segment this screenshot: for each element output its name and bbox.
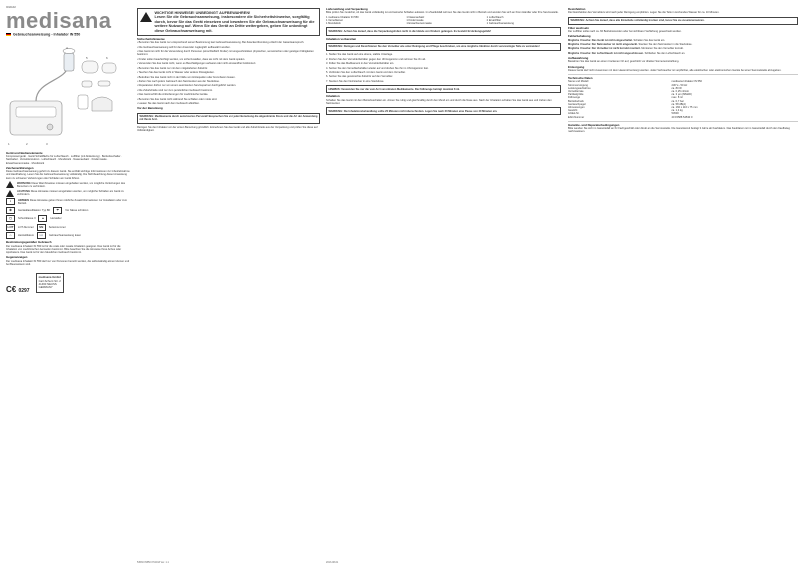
- device-part: Betriebsschalter: [101, 155, 121, 159]
- symbol-label: Schutzklasse II: [18, 217, 36, 221]
- step-text: Stecken Sie den Netzstecker in eine Steckdose.: [328, 79, 385, 83]
- prepare-warning: [326, 43, 561, 51]
- symbol-row-note: [6, 198, 132, 205]
- tech-key: Betriebsdruck: [568, 99, 584, 103]
- svg-text:4: 4: [66, 45, 68, 50]
- step-text: Setzen Sie den Verneblerbehälter wieder auf und drehen Sie ihn im Uhrzeigersinn fest.: [328, 66, 429, 70]
- svg-text:1: 1: [8, 141, 10, 146]
- disinfect-text: Die Desinfektion des Verneblers wird nach jeder Reinigung empfohlen. Legen Sie die Teile in kochendes Wasser für ca. 10 Minuten.: [568, 11, 720, 15]
- delivery-heading: Lieferumfang und Verpackung: [326, 7, 368, 11]
- safety-item: • Reparaturen dürfen nur von einem autorisierten Servicepartner durchgeführt werden.: [137, 84, 320, 87]
- column-1: [6, 6, 132, 561]
- step-text: Drehen Sie den Verneblerbehälter gegen den Uhrzeigersinn und nehmen Sie ihn ab.: [328, 57, 426, 61]
- svg-text:5: 5: [86, 55, 88, 60]
- safety-item: • Tauchen Sie das Gerät nicht in Wasser oder andere Flüssigkeiten.: [137, 71, 320, 74]
- important-notice-title: WICHTIGE HINWEISE! UNBEDINGT AUFBEWAHREN!: [154, 10, 251, 15]
- document-title: [6, 33, 132, 37]
- symbol-text: Gebrauchsanweisung lesen: [49, 234, 82, 238]
- step-item: 3. Füllen Sie das Medikament in den Verneblerbehälter ein.: [326, 62, 395, 66]
- symbol-text: Hersteller: [50, 217, 62, 221]
- before-use-warning: [137, 113, 320, 125]
- note-icon: i: [6, 198, 15, 205]
- tech-key: Name und Modell: [568, 80, 589, 84]
- imprint-street: Carl-Schurz-Str. 2: [38, 278, 61, 283]
- column-2: [137, 6, 320, 561]
- delivery-list: [326, 16, 561, 26]
- symbol-label: Herstelldatum: [18, 234, 35, 238]
- symbol-row-type-bf: [6, 207, 132, 214]
- device-part: Kompressorgerät: [6, 155, 26, 159]
- fault-problem: Mögliche Ursache: Das Gerät ist nicht eingeschaltet.: [568, 38, 633, 42]
- safety-item: • Lassen Sie das Gerät nach dem Gebrauch abkühlen.: [137, 102, 320, 105]
- fault-row: [568, 52, 798, 55]
- warning-triangle-icon: [6, 181, 14, 188]
- tech-value: max. 8 ml: [671, 96, 683, 100]
- footer-right: 2013-08-01: [326, 561, 339, 564]
- step-text: Stellen Sie das Gerät auf eine ebene, stabile Unterlage.: [328, 53, 393, 57]
- tech-value: ca. 0,25 ml/min: [671, 89, 690, 93]
- symbol-label: ACHTUNG: [17, 190, 30, 194]
- note-box-text: HINWEIS: Verwenden Sie nur die vom Arzt verordneten Medikamente. Die Füllmenge beträgt maximal 8 ml.: [328, 87, 460, 91]
- step-item: 1. Stellen Sie das Gerät auf eine ebene, stabile Unterlage.: [326, 53, 393, 57]
- contraindications-text: Der medisana Inhalator IN 550 darf nur von Personen benutzt werden, die selbstständig atmen können und bei Bewusstsein sind.: [6, 259, 130, 266]
- important-notice-inner: [140, 11, 318, 34]
- ce-number: 0297: [18, 287, 30, 294]
- manufacturer-icon: ▲: [38, 215, 47, 222]
- delivery-item: 1 Mundstück: [326, 22, 341, 26]
- delivery-item: 2 Ersatzfilter: [486, 18, 502, 22]
- step-item: 6. Setzen Sie das gewünschte Zubehör auf den Vernebler.: [326, 75, 394, 79]
- device-part: Nasenaufsatz: [73, 158, 90, 162]
- troubleshooting-heading: Fehlerbehebung: [568, 34, 591, 39]
- column-3: [326, 6, 561, 561]
- inhalation-heading: Inhalation: [326, 94, 340, 99]
- warranty-text: Bitte wenden Sie sich im Garantiefall an Ihr Fachgeschäft oder direkt an die Servicestelle. Die Garantiezeit beträgt 3 Jahre ab Kaufdatum. Das Kaufdatum ist im Garantiefall durch den Kaufbeleg nachzuweisen.: [568, 127, 790, 134]
- divider: [568, 121, 798, 122]
- important-notice-box: [137, 8, 320, 36]
- packaging-warning: [326, 27, 561, 35]
- legend-heading: Zeichenerklärungen: [6, 165, 34, 170]
- tech-heading: Technische Daten: [568, 76, 593, 81]
- symbol-row-date: [6, 232, 132, 239]
- intended-use-heading: Bestimmungsgemäßer Gebrauch: [6, 240, 52, 245]
- imprint-company: medisana GmbH: [38, 275, 61, 280]
- fault-row: [568, 39, 798, 42]
- inhaler-drawing: [6, 41, 126, 149]
- ce-mark: C€ 0297: [6, 284, 30, 294]
- inhalation-text: Schalten Sie das Gerät mit dem Betriebsschalter ein. Atmen Sie ruhig und gleichmäßig durch den Mund ein und durch die Nase aus. Nach der Inhalation schalten Sie das Gerät aus und ziehen den Netzstecker.: [326, 98, 552, 105]
- document-title-text: Gebrauchsanweisung - Inhalator IN 550: [13, 32, 81, 37]
- tech-value: 40 15588 54530 0: [671, 115, 693, 119]
- symbol-row-caution: [6, 190, 132, 197]
- tech-key: Geräuschpegel: [568, 102, 586, 106]
- tech-key: Partikelgröße: [568, 93, 584, 97]
- step-item: 2. Drehen Sie den Verneblerbehälter gegen den Uhrzeigersinn und nehmen Sie ihn ab.: [326, 57, 426, 61]
- footer-left: 54530 IN550 07/2013 Ver. 1.1: [137, 561, 169, 564]
- step-item: 5. Verbinden Sie den Luftschlauch mit dem Gerät und dem Vernebler.: [326, 70, 406, 74]
- symbol-text: Diese Hinweise müssen eingehalten werden, um mögliche Schäden am Gerät zu verhindern.: [17, 190, 124, 197]
- tech-key: Füllmenge: [568, 96, 581, 100]
- tech-value: ca. 58 dB(A): [671, 102, 686, 106]
- umbrella-icon: ☂: [53, 207, 62, 214]
- disinfect-heading: Desinfektion: [568, 7, 586, 11]
- device-part: Netzkabel: [6, 158, 18, 162]
- safety-item: • Die Gebrauchsanweisung soll für den Anwender zugänglich aufbewahrt werden.: [137, 46, 320, 49]
- storage-text: Bewahren Sie das Gerät an einem trockenen Ort auf, geschützt vor direkter Sonneneinstrahlung.: [568, 60, 680, 64]
- imprint-box: [36, 273, 64, 293]
- step-text: Verbinden Sie den Luftschlauch mit dem Gerät und dem Vernebler.: [328, 70, 406, 74]
- symbol-row-class-ii: [6, 215, 132, 222]
- fault-problem: Mögliche Ursache: Der Netzstecker ist nicht eingesteckt.: [568, 42, 638, 46]
- step-text: Füllen Sie das Medikament in den Verneblerbehälter ein.: [328, 62, 395, 66]
- divider: [568, 74, 798, 75]
- safety-item: • Das Gerät erfüllt die Anforderungen für medizinische Geräte.: [137, 93, 320, 96]
- safety-heading: Sicherheitshinweise: [137, 36, 165, 41]
- warranty-heading: Garantie- und Reparaturbedingungen: [568, 122, 620, 127]
- safety-item: • Benutzen Sie das Gerät nicht während Sie schlafen oder müde sind.: [137, 98, 320, 101]
- delivery-text: Bitte prüfen Sie zunächst, ob das Gerät vollständig ist und keinerlei Schäden aufweist. Im Zweifelsfall nehmen Sie das Gerät nicht in Betrieb und wenden Sie sich an Ihren Händler oder Ihre Servicestelle.: [326, 11, 559, 15]
- legend-text: Diese Gebrauchsanweisung gehört zu diesem Gerät. Sie enthält wichtige Informationen zur Inbetriebnahme und Handhabung. Lesen Sie die Gebrauchsanweisung vollständig. Die Nichtbeachtung dieser Anweisung kann zu schweren Verletzungen oder Schäden am Gerät führen.: [6, 170, 130, 180]
- device-parts-list: Kompressorgerät · Gerät Schaltfläche für Luftschlauch · Luftfilter (mit Abdeckung) · Betriebsschalter · Netzkabel · Verneblerstutzen · Luftschlauch · Mundstück · Nasenaufsatz · Kindermaske · Erwachsenenmaske · Mundstück: [6, 155, 123, 165]
- symbol-label: Geräteklassifikation: Typ BF: [18, 208, 51, 212]
- class-ii-icon: ◻: [6, 215, 15, 222]
- safety-item: • Das Gerät ist nicht für die Verwendung durch Personen (einschließlich Kinder) mit eingeschränkten physischen, sensorischen oder geistigen Fähigkeiten bestimmt.: [137, 50, 320, 57]
- device-part: Verneblerstutzen: [19, 158, 40, 162]
- symbol-row-lot: [6, 224, 132, 231]
- tech-value: ca. 0,7 bar: [671, 99, 684, 103]
- tech-value: medisana Inhalator IN 550: [671, 80, 702, 84]
- tech-key: Artikel-Nr.: [568, 112, 580, 116]
- device-part: Luftschlauch: [41, 158, 57, 162]
- before-use-warning-text: WARNUNG: Medikamente durch autorisiertes Personal! Besprechen Sie vor jeder Benutzung die abgestimmte Dosis und die Art der Anwendung mit Ihrem Arzt.: [139, 115, 318, 122]
- fault-solution: Montieren Sie den Vernebler korrekt.: [641, 47, 684, 51]
- prepare-warning-text: WARNUNG: Reinigen und Desinfizieren Sie den Vernebler wie unter Reinigung und Pflege beschrieben, um eine mögliche Infektion durch verunreinigte Teile zu vermeiden!: [328, 45, 540, 49]
- fault-solution: Schalten Sie das Gerät ein.: [633, 38, 666, 42]
- storage-heading: Aufbewahrung: [568, 56, 589, 61]
- inhalation-warning: [326, 107, 561, 115]
- tech-table: [568, 80, 798, 118]
- before-use-heading: Vor der Benutzung: [137, 106, 163, 111]
- symbol-text: Diese Warnhinweise müssen eingehalten werden, um mögliche Verletzungen des Benutzers zu verhindern.: [17, 181, 126, 188]
- tech-value: ca. 80 W: [671, 86, 682, 90]
- note-box: [326, 85, 561, 93]
- prepare-heading: Inhalation vorbereiten: [326, 36, 357, 41]
- filter-heading: Filter wechseln: [568, 25, 589, 30]
- safety-item: • Benutzen Sie das Gerät nur entsprechend seiner Bestimmung laut Gebrauchsanweisung. Bei Zweckentfremdung erlischt der Garantieanspruch.: [137, 41, 320, 44]
- german-flag-icon: [6, 33, 11, 36]
- tech-key: Stromversorgung: [568, 83, 588, 87]
- column-4: [568, 6, 798, 561]
- type-bf-icon: ✱: [6, 207, 15, 214]
- device-part: Erwachsenenmaske: [6, 161, 30, 165]
- device-part: Gerät Schaltfläche für Luftschlauch: [28, 155, 69, 159]
- symbol-label: WARNUNG: [17, 181, 31, 185]
- disposal-heading: Entsorgung: [568, 64, 585, 69]
- svg-text:6: 6: [106, 55, 108, 60]
- tech-value: 54530: [671, 112, 679, 116]
- safety-item: • Kinder sollen beaufsichtigt werden, um sicherzustellen, dass sie nicht mit dem Gerät spielen.: [137, 58, 320, 61]
- manufacture-date-icon: ⌂: [6, 232, 15, 239]
- delivery-item: 1 Kindermaske: [406, 18, 424, 22]
- lot-icon: LOT: [6, 224, 15, 231]
- svg-text:2: 2: [26, 141, 28, 146]
- article-code: 54530: [6, 6, 16, 9]
- safety-item: • Die Zubehörteile sind nur zum persönlichen Gebrauch bestimmt.: [137, 89, 320, 92]
- tech-value: 230 V~ 50 Hz: [671, 83, 688, 87]
- disposal-text: Dieses Gerät darf nicht zusammen mit dem Hausmüll entsorgt werden. Jeder Verbraucher ist verpflichtet, alle elektrischen oder elektronischen Geräte bei einer Sammelstelle abzugeben.: [568, 68, 782, 72]
- packaging-warning-text: WARNUNG: Achten Sie darauf, dass die Verpackungsfolien nicht in die Hände von Kindern gelangen. Es besteht Erstickungsgefahr!: [328, 29, 492, 33]
- device-part: Mundstück: [31, 161, 45, 165]
- fault-solution: Schließen Sie den Luftschlauch an.: [644, 51, 686, 55]
- fault-solution: Stecken Sie den Netzstecker in die Steckdose.: [638, 42, 693, 46]
- tech-value: ca. 160 x 116 x 75 mm: [671, 105, 698, 109]
- symbol-label: LOT-Nummer: [18, 225, 34, 229]
- device-part: Mundstück: [58, 158, 72, 162]
- inhalation-warning-text: WARNUNG: Die Inhalationsbehandlung sollte 20 Minuten nicht überschreiten. Legen Sie nach 20 Minuten eine Pause von 40 Minuten ein.: [328, 109, 498, 113]
- device-part: Kindermaske: [91, 158, 107, 162]
- symbol-text: Vor Nässe schützen: [65, 208, 89, 212]
- disinfect-warning-text: WARNUNG: Achten Sie darauf, dass alle Einzelteile vollständig trocken sind, bevor Sie sie zusammensetzen.: [570, 19, 705, 22]
- symbol-text: Seriennummer: [48, 225, 66, 229]
- tech-key: Gewicht: [568, 109, 578, 113]
- fault-row: [568, 47, 798, 50]
- delivery-item: 1 medisana Inhalator IN 550: [326, 15, 359, 19]
- tech-value: ca. 1,4 kg: [671, 109, 683, 113]
- tech-key: Leistungsaufnahme: [568, 86, 591, 90]
- tech-key: EAN-Nummer: [568, 115, 585, 119]
- brand-logo: medisana: [6, 8, 112, 34]
- filter-text: Der Luftfilter sollte nach ca. 60 Betriebsstunden oder bei sichtbarer Verfärbung gewechselt werden.: [568, 30, 682, 33]
- fault-problem: Mögliche Ursache: Der Luftschlauch ist nicht angeschlossen.: [568, 51, 644, 55]
- read-manual-icon: 📖: [37, 232, 46, 239]
- step-item: 4. Setzen Sie den Verneblerbehälter wieder auf und drehen Sie ihn im Uhrzeigersinn fest.: [326, 66, 429, 70]
- device-part: Luftfilter (mit Abdeckung): [70, 155, 100, 159]
- delivery-item: 1 Luftschlauch: [486, 15, 504, 19]
- delivery-item: 1 Verneblerset: [326, 18, 343, 22]
- before-use-text: Reinigen Sie den Inhalator vor der ersten Benutzung gründlich. Entnehmen Sie das Gerät und alle Zubehörteile aus der Verpackung und prüfen Sie diese auf Vollständigkeit.: [137, 126, 318, 133]
- step-text: Setzen Sie das gewünschte Zubehör auf den Vernebler.: [328, 75, 394, 79]
- tech-value: ca. 3 µm (MMAD): [671, 93, 692, 97]
- tech-key: Verneblerrate: [568, 89, 584, 93]
- imprint-city: 41460 NEUSS: [38, 282, 57, 287]
- device-heading: Gerät und Bedienelemente: [6, 150, 43, 155]
- fault-row: [568, 43, 798, 46]
- product-illustration: [6, 41, 126, 149]
- symbol-label: HINWEIS: [18, 198, 30, 202]
- delivery-item: 1 Nasenaufsatz: [406, 15, 425, 19]
- step-item: 7. Stecken Sie den Netzstecker in eine Steckdose.: [326, 79, 385, 83]
- svg-text:3: 3: [46, 141, 48, 146]
- serial-number-icon: SN: [37, 224, 46, 231]
- symbol-row-warning: [6, 181, 132, 188]
- safety-item: • Ziehen Sie nach jedem Gebrauch den Netzstecker aus der Steckdose.: [137, 80, 320, 83]
- intended-use-text: Der medisana Inhalator IN 550 ist für die orale oder nasale Inhalation geeignet. Das Gerät ist für die Inhalation von medizinischen Aerosolen bestimmt. Bitte beachten Sie die Hinweise Ihres Arztes oder Apothekers. Das Gerät ist für den häuslichen Gebrauch bestimmt.: [6, 244, 122, 255]
- safety-item: • Betreiben Sie das Gerät nicht in der Nähe von Hitzequellen oder brennbaren Gasen.: [137, 76, 320, 79]
- tech-key: Abmessungen: [568, 105, 585, 109]
- caution-triangle-icon: [6, 190, 14, 197]
- important-notice-text: Lesen Sie die Gebrauchsanweisung, insbesondere die Sicherheitshinweise, sorgfältig durch, bevor Sie das Gerät einsetzen und bewahren Sie die Gebrauchsanweisung für die weitere Nutzung auf. Wenn Sie das Gerät an Dritte weitergeben, geben Sie unbedingt diese Gebrauchsanweisung mit.: [154, 15, 315, 33]
- ce-imprint-row: [6, 270, 132, 293]
- symbol-text: Diese Hinweise geben Ihnen nützliche Zusatzinformationen zur Installation oder zum Betrieb.: [18, 198, 128, 205]
- imprint-country: GERMANY: [38, 285, 53, 290]
- delivery-item: 1 Erwachsenenmaske: [406, 22, 432, 26]
- disinfect-warning: [568, 17, 798, 25]
- contraindications-heading: Gegenanzeigen: [6, 255, 28, 260]
- delivery-item: 1 Gebrauchsanweisung: [486, 22, 514, 26]
- fault-problem: Mögliche Ursache: Der Vernebler ist nicht korrekt montiert.: [568, 47, 641, 51]
- safety-item: • Benutzen Sie das Gerät nur mit dem mitgelieferten Zubehör.: [137, 67, 320, 70]
- safety-item: • Verwenden Sie das Gerät nicht, wenn es Beschädigungen aufweist oder nicht einwandfrei funktioniert.: [137, 62, 320, 65]
- warning-triangle-icon: [140, 12, 152, 22]
